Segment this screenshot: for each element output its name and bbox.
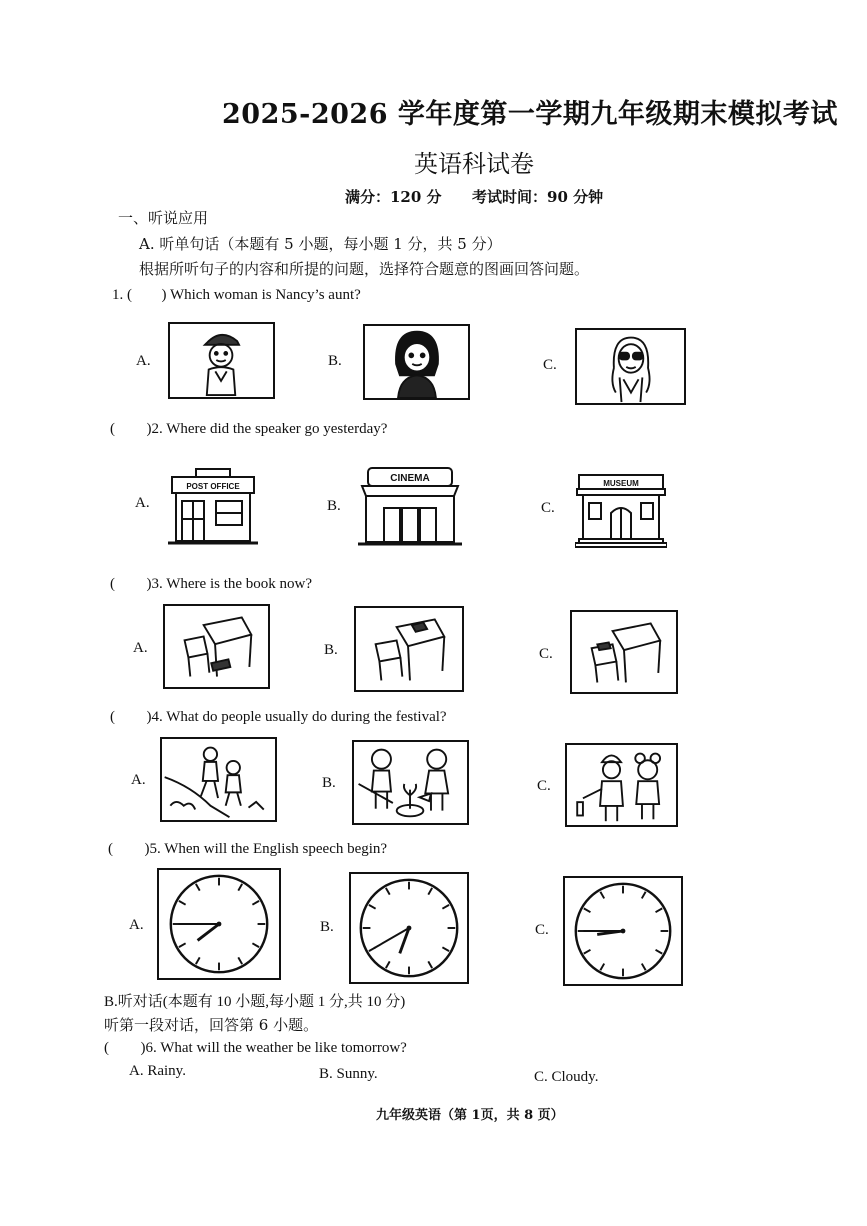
question-2: ( )2. Where did the speaker go yesterday? [110, 421, 388, 437]
clock-picture-b[interactable] [349, 872, 469, 984]
option-label: A. [129, 917, 144, 933]
hour-hand [198, 924, 219, 940]
clock-picture-c[interactable] [563, 876, 683, 986]
desk-book-on-picture[interactable] [354, 606, 464, 692]
clock-tick [428, 888, 432, 895]
clock-tick [584, 950, 591, 954]
woman-sunglasses-picture[interactable] [575, 328, 686, 405]
part-b-title: B.听对话(本题有 10 小题,每小题 1 分,共 10 分) [104, 994, 406, 1010]
option-cloudy[interactable]: C. Cloudy. [534, 1069, 599, 1085]
clock-tick [179, 901, 186, 905]
question-text: What will the weather be like tomorrow? [160, 1040, 407, 1056]
clock-tick [642, 964, 646, 971]
section-title: 一、听说应用 [118, 209, 209, 227]
clock-tick [252, 943, 259, 947]
exam-title: 2025-2026 学年度第一学期九年级期末模拟考试 [222, 99, 838, 130]
exam-time: 考试时间：90 分钟 [472, 188, 604, 206]
clock-tick [584, 908, 591, 912]
clock-tick [196, 957, 200, 964]
clock-tick [252, 901, 259, 905]
woman-cap-picture[interactable] [168, 322, 275, 399]
question-text: Which woman is Nancy’s aunt? [169, 287, 361, 303]
question-text: What do people usually do during the festival? [166, 709, 447, 725]
tree-planting-picture[interactable] [352, 740, 469, 825]
option-label: B. [324, 642, 338, 658]
mountain-climbing-picture[interactable] [160, 737, 277, 822]
museum-picture[interactable] [575, 469, 667, 549]
option-rainy[interactable]: A. Rainy. [129, 1063, 186, 1079]
option-label: A. [133, 640, 148, 656]
clock-tick [179, 943, 186, 947]
question-5: ( )5. When will the English speech begin? [108, 841, 388, 857]
option-sunny[interactable]: B. Sunny. [319, 1066, 378, 1082]
desk-book-chair-picture[interactable] [570, 610, 678, 694]
clock-center [217, 922, 222, 927]
woman-long-hair-picture[interactable] [363, 324, 470, 400]
building-sign: CINEMA [390, 473, 430, 484]
question-3: ( )3. Where is the book now? [110, 576, 313, 592]
firecrackers-picture[interactable] [565, 743, 678, 827]
clock-tick [238, 884, 242, 891]
question-6: ( )6. What will the weather be like tomorrow? [104, 1040, 407, 1056]
option-label: B. [328, 353, 342, 369]
clock-picture-a[interactable] [157, 868, 281, 980]
question-text: When will the English speech begin? [164, 841, 388, 857]
question-text: Where is the book now? [166, 576, 313, 592]
question-1: 1. ( ) Which woman is Nancy’s aunt? [112, 287, 361, 303]
page-footer: 九年级英语（第 1页，共 8 页） [376, 1108, 564, 1123]
option-label: C. [543, 357, 557, 373]
clock-tick [369, 905, 376, 909]
clock-tick [428, 961, 432, 968]
clock-tick [442, 947, 449, 951]
clock-center [621, 929, 626, 934]
option-label: A. [131, 772, 146, 788]
option-label: A. [136, 353, 151, 369]
question-prefix: 1. ( [112, 287, 132, 303]
clock-tick [642, 892, 646, 899]
option-label: C. [537, 778, 551, 794]
clock-tick [386, 961, 390, 968]
clock-tick [600, 964, 604, 971]
clock-tick [386, 888, 390, 895]
cinema-picture[interactable] [358, 466, 462, 548]
option-label: C. [535, 922, 549, 938]
option-label: B. [322, 775, 336, 791]
building-sign: MUSEUM [603, 479, 639, 488]
full-score: 满分：120 分 [345, 188, 442, 206]
question-4: ( )4. What do people usually do during the festival? [110, 709, 447, 725]
clock-tick [442, 905, 449, 909]
part-b-instructions: 听第一段对话，回答第 6 小题。 [104, 1016, 319, 1034]
post-office-picture[interactable] [166, 467, 260, 547]
building-sign: POST OFFICE [186, 482, 240, 491]
desk-book-under-picture[interactable] [163, 604, 270, 689]
option-label: A. [135, 495, 150, 511]
clock-center [407, 926, 412, 931]
option-label: C. [541, 500, 555, 516]
option-label: B. [327, 498, 341, 514]
option-label: C. [539, 646, 553, 662]
clock-tick [600, 892, 604, 899]
exam-subtitle: 英语科试卷 [414, 150, 534, 178]
clock-tick [196, 884, 200, 891]
question-text: Where did the speaker go yesterday? [166, 421, 388, 437]
part-a-instructions: 根据所听句子的内容和所提的问题，选择符合题意的图画回答问题。 [139, 260, 590, 278]
clock-tick [656, 908, 663, 912]
part-a-title: A. 听单句话（本题有 5 小题，每小题 1 分，共 5 分） [139, 235, 502, 253]
clock-tick [238, 957, 242, 964]
option-label: B. [320, 919, 334, 935]
clock-tick [656, 950, 663, 954]
